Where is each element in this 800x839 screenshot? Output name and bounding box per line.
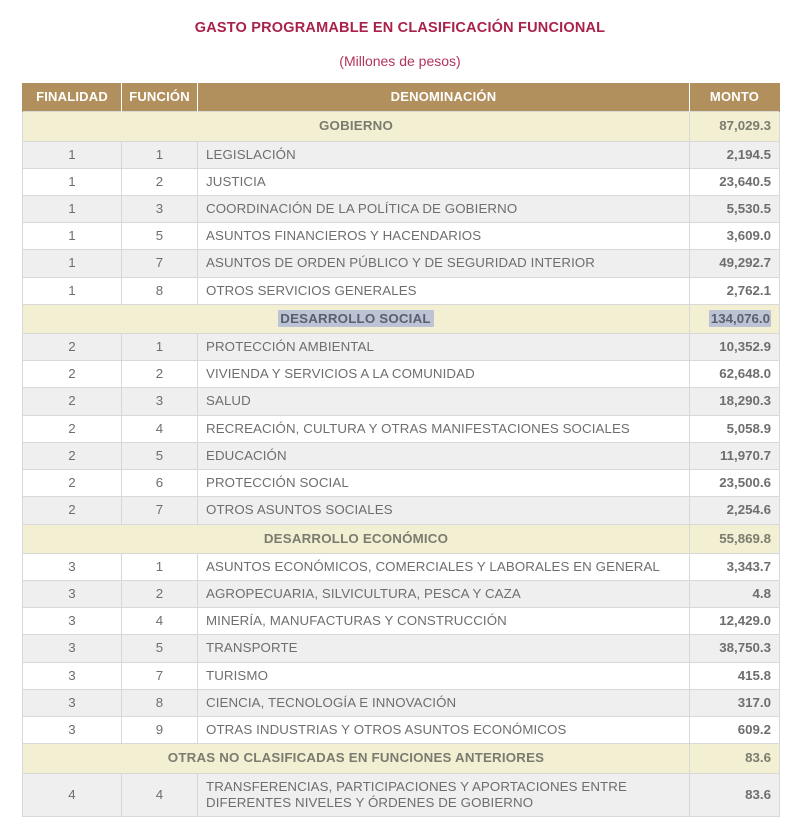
table-row — [23, 470, 780, 497]
cell-monto: 4.8 — [690, 581, 780, 608]
cell-finalidad: 3 — [23, 635, 122, 662]
cell-denominacion: SALUD — [198, 388, 690, 415]
cell-finalidad: 1 — [23, 250, 122, 277]
cell-finalidad: 3 — [23, 662, 122, 689]
selection-highlight: DESARROLLO SOCIAL — [278, 310, 433, 327]
group-row-label: OTRAS NO CLASIFICADAS EN FUNCIONES ANTERIORES — [23, 744, 690, 773]
cell-funcion: 5 — [122, 223, 198, 250]
cell-denominacion: EDUCACIÓN — [198, 442, 690, 469]
cell-denominacion: COORDINACIÓN DE LA POLÍTICA DE GOBIERNO — [198, 195, 690, 222]
cell-finalidad: 1 — [23, 168, 122, 195]
cell-denominacion: TURISMO — [198, 662, 690, 689]
cell-funcion: 3 — [122, 388, 198, 415]
cell-denominacion: MINERÍA, MANUFACTURAS Y CONSTRUCCIÓN — [198, 608, 690, 635]
table-row — [23, 553, 780, 580]
cell-monto: 3,609.0 — [690, 223, 780, 250]
cell-monto: 3,343.7 — [690, 553, 780, 580]
column-header-monto: MONTO — [690, 83, 780, 112]
table-row — [23, 141, 780, 168]
table-row — [23, 250, 780, 277]
cell-denominacion: PROTECCIÓN SOCIAL — [198, 470, 690, 497]
cell-funcion: 6 — [122, 470, 198, 497]
table-group-row — [23, 744, 780, 773]
cell-denominacion: LEGISLACIÓN — [198, 141, 690, 168]
cell-monto: 317.0 — [690, 689, 780, 716]
cell-denominacion: ASUNTOS DE ORDEN PÚBLICO Y DE SEGURIDAD INTERIOR — [198, 250, 690, 277]
cell-funcion: 1 — [122, 141, 198, 168]
cell-funcion: 4 — [122, 773, 198, 816]
cell-funcion: 1 — [122, 553, 198, 580]
column-header-funcion: FUNCIÓN — [122, 83, 198, 112]
cell-finalidad: 2 — [23, 497, 122, 524]
cell-monto: 609.2 — [690, 717, 780, 744]
page-subtitle: (Millones de pesos) — [339, 52, 461, 69]
cell-monto: 12,429.0 — [690, 608, 780, 635]
cell-monto: 415.8 — [690, 662, 780, 689]
cell-funcion: 7 — [122, 497, 198, 524]
cell-funcion: 5 — [122, 635, 198, 662]
table-row — [23, 689, 780, 716]
table-row — [23, 334, 780, 361]
group-row-amount — [690, 304, 780, 333]
group-row-label — [23, 304, 690, 333]
group-row-amount: 83.6 — [690, 744, 780, 773]
functional-classification-table — [22, 83, 780, 817]
table-row — [23, 442, 780, 469]
cell-funcion: 8 — [122, 277, 198, 304]
cell-funcion: 4 — [122, 415, 198, 442]
cell-finalidad: 2 — [23, 442, 122, 469]
table-row — [23, 168, 780, 195]
cell-denominacion: TRANSFERENCIAS, PARTICIPACIONES Y APORTACIONES ENTRE DIFERENTES NIVELES Y ÓRDENES DE GOBIERNO — [198, 773, 690, 816]
cell-finalidad: 3 — [23, 689, 122, 716]
cell-funcion: 2 — [122, 581, 198, 608]
table-row — [23, 415, 780, 442]
table-body — [23, 112, 780, 817]
page-title: GASTO PROGRAMABLE EN CLASIFICACIÓN FUNCIONAL — [194, 20, 606, 36]
group-row-amount: 55,869.8 — [690, 524, 780, 553]
cell-finalidad: 3 — [23, 608, 122, 635]
table-row — [23, 608, 780, 635]
table-group-row — [23, 524, 780, 553]
cell-funcion: 2 — [122, 168, 198, 195]
cell-finalidad: 1 — [23, 141, 122, 168]
table-row — [23, 717, 780, 744]
table-row — [23, 361, 780, 388]
cell-finalidad: 1 — [23, 277, 122, 304]
column-header-denominacion: DENOMINACIÓN — [198, 83, 690, 112]
table-row — [23, 277, 780, 304]
cell-denominacion: JUSTICIA — [198, 168, 690, 195]
cell-finalidad: 2 — [23, 470, 122, 497]
cell-finalidad: 3 — [23, 717, 122, 744]
group-row-label: GOBIERNO — [23, 112, 690, 141]
cell-denominacion: ASUNTOS FINANCIEROS Y HACENDARIOS — [198, 223, 690, 250]
cell-finalidad: 3 — [23, 553, 122, 580]
cell-denominacion: VIVIENDA Y SERVICIOS A LA COMUNIDAD — [198, 361, 690, 388]
cell-denominacion: OTROS SERVICIOS GENERALES — [198, 277, 690, 304]
cell-finalidad: 3 — [23, 581, 122, 608]
cell-funcion: 9 — [122, 717, 198, 744]
cell-funcion: 3 — [122, 195, 198, 222]
selection-highlight: 134,076.0 — [710, 310, 770, 326]
table-header-row — [23, 83, 780, 112]
table-row — [23, 635, 780, 662]
table-row — [23, 581, 780, 608]
cell-denominacion: OTROS ASUNTOS SOCIALES — [198, 497, 690, 524]
cell-monto: 38,750.3 — [690, 635, 780, 662]
cell-denominacion: ASUNTOS ECONÓMICOS, COMERCIALES Y LABORALES EN GENERAL — [198, 553, 690, 580]
cell-monto: 2,762.1 — [690, 277, 780, 304]
table-row — [23, 388, 780, 415]
cell-finalidad: 2 — [23, 361, 122, 388]
cell-funcion: 7 — [122, 662, 198, 689]
cell-finalidad: 2 — [23, 388, 122, 415]
cell-denominacion: CIENCIA, TECNOLOGÍA E INNOVACIÓN — [198, 689, 690, 716]
table-row — [23, 773, 780, 816]
table-group-row — [23, 304, 780, 333]
cell-finalidad: 2 — [23, 415, 122, 442]
cell-monto: 2,194.5 — [690, 141, 780, 168]
cell-finalidad: 2 — [23, 334, 122, 361]
group-row-amount: 87,029.3 — [690, 112, 780, 141]
table-row — [23, 223, 780, 250]
cell-denominacion: OTRAS INDUSTRIAS Y OTROS ASUNTOS ECONÓMICOS — [198, 717, 690, 744]
cell-monto: 5,530.5 — [690, 195, 780, 222]
cell-denominacion: RECREACIÓN, CULTURA Y OTRAS MANIFESTACIONES SOCIALES — [198, 415, 690, 442]
cell-denominacion: AGROPECUARIA, SILVICULTURA, PESCA Y CAZA — [198, 581, 690, 608]
cell-finalidad: 1 — [23, 195, 122, 222]
cell-denominacion: TRANSPORTE — [198, 635, 690, 662]
cell-monto: 2,254.6 — [690, 497, 780, 524]
table-group-row — [23, 112, 780, 141]
column-header-finalidad: FINALIDAD — [23, 83, 122, 112]
cell-monto: 10,352.9 — [690, 334, 780, 361]
table-head — [23, 83, 780, 112]
table-row — [23, 497, 780, 524]
table-container — [22, 83, 779, 817]
cell-monto: 18,290.3 — [690, 388, 780, 415]
cell-monto: 62,648.0 — [690, 361, 780, 388]
table-row — [23, 195, 780, 222]
cell-denominacion: PROTECCIÓN AMBIENTAL — [198, 334, 690, 361]
cell-monto: 5,058.9 — [690, 415, 780, 442]
cell-funcion: 1 — [122, 334, 198, 361]
cell-funcion: 5 — [122, 442, 198, 469]
cell-funcion: 4 — [122, 608, 198, 635]
cell-monto: 23,640.5 — [690, 168, 780, 195]
cell-monto: 49,292.7 — [690, 250, 780, 277]
table-row — [23, 662, 780, 689]
cell-monto: 23,500.6 — [690, 470, 780, 497]
cell-finalidad: 4 — [23, 773, 122, 816]
group-row-label: DESARROLLO ECONÓMICO — [23, 524, 690, 553]
cell-funcion: 8 — [122, 689, 198, 716]
cell-monto: 11,970.7 — [690, 442, 780, 469]
cell-monto: 83.6 — [690, 773, 780, 816]
cell-funcion: 2 — [122, 361, 198, 388]
cell-finalidad: 1 — [23, 223, 122, 250]
cell-funcion: 7 — [122, 250, 198, 277]
